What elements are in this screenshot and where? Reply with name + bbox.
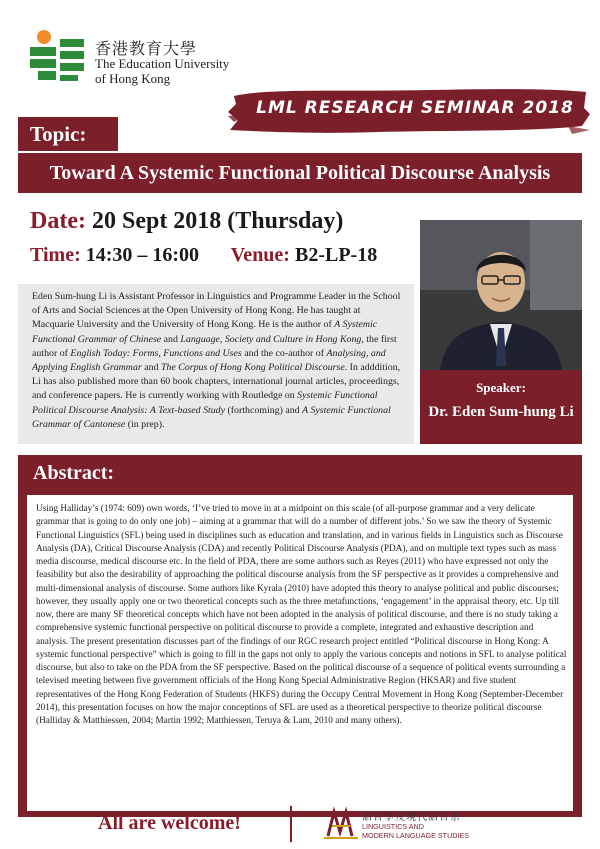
bio-text: (in prep). <box>125 418 165 430</box>
department-name-en-line2: MODERN LANGUAGE STUDIES <box>362 831 470 840</box>
bio-book-title: A Systemic Functional Grammar of Cantonese <box>32 404 391 430</box>
time-label: Time: <box>30 244 81 266</box>
abstract-text: Using Halliday’s (1974: 609) own words, ‘I’ve tried to move in at a midpoint on this scale (of all-purpose grammar and a very delicate grammar that is going to do only one job) – aiming at a grammar that will do a number of different jobs.’ So we saw the theory of Systemic Functional Linguistics (SFL) being used in disciplines such as education and translation, and in various fields in Linguistics such as Discourse Analysis (DA), Critical Discourse Analysis (CDA) and recently Political Discourse Analysis (PDA), and on multiple text types such as mass media discourse, medical discourse etc. In the field of PDA, there are some authors such as Reyes (2011) who have expressed not only the feasibility but also the desirability of approaching the political discourse analysis from the SF perspective as it provides a comprehensive and multi-dimensional analysis of discourse. Some authors like Kyrala (2010) have adopted this theory to analyse political and public discourses; however, they usually apply one or two theoretical concepts such as the three metafunctions, ‘engagement’ in the appraisal theory, etc. Up till now, there are many SF theoretical concepts which have not been adopted in the analysis of political discourse, and there is no study taking a comprehensive systemic functional perspective on political discourse to provide a complete, integrated and exhaustive description and analysis. The present presentation discusses part of the findings of our RGC research project entitled “Political discourse in Hong Kong: A systemic functional perspective” which is going to fill in the gaps not only to apply the various concepts and notions in SFL to analyse political discourse, but also to take on the PDA from the SF perspective. Based on the political discourse of a sequence of political events surrounding a televised meeting between five government officials of the Hong Kong Special Administrative Region (HKSAR) and five student representatives of the Hong Kong Federation of Students (HKFS) during the Occupy Central Movement in Hong Kong (September-December 2014), this presentation focuses on how the major conceptions of SFL are used as a theoretical perspective to theorize political discourse (Halliday & Matthiessen, 2004; Martin 1992; Matthiessen, Teruya & Lam, 2010 and many others). <box>27 495 573 811</box>
speaker-label: Speaker: <box>476 380 526 395</box>
bio-text: and <box>161 333 181 345</box>
bio-text: and the co-author of <box>241 347 327 359</box>
bio-book-title: A Systemic Functional Grammar of Chinese <box>32 319 378 345</box>
university-name-zh: 香港教育大學 <box>95 41 198 58</box>
department-name-zh: 語言學及現代語言系 <box>362 812 461 823</box>
date-row <box>30 208 343 235</box>
bio-text: (forthcoming) and <box>225 404 303 416</box>
welcome-text: All are welcome! <box>98 812 241 834</box>
seminar-banner-title: LML RESEARCH SEMINAR 2018 <box>256 98 574 118</box>
bio-book-title: Analysing, and Applying English Grammar <box>32 347 386 374</box>
bio-book-title: The Corpus of Hong Kong Political Discourse <box>160 362 345 374</box>
time-venue-row <box>30 244 377 267</box>
department-name-en-line1: LINGUISTICS AND <box>362 822 424 831</box>
date-label: Date: <box>30 208 86 234</box>
venue-value: B2-LP-18 <box>294 244 378 266</box>
speaker-photo <box>420 220 582 370</box>
bio-text: Eden Sum-hung Li is Assistant Professor in Linguistics and Programme Leader in the School of Arts and Social Sciences at the Open University of Hong Kong. He has taught at Macquarie University and the University of Hong Kong. He is the author of <box>32 291 401 331</box>
speaker-name: Dr. Eden Sum-hung Li <box>428 404 574 420</box>
speaker-bio <box>18 284 414 444</box>
abstract-label: Abstract: <box>33 462 115 484</box>
bio-book-title: Language, Society and Culture in Hong Kong <box>180 333 362 345</box>
university-logo-icon <box>30 25 90 85</box>
university-name-en-line1: The Education University <box>95 56 230 71</box>
university-name-en-line2: of Hong Kong <box>95 71 171 86</box>
bio-book-title: Systemic Functional Political Discourse Analysis: A Text-based Study <box>32 390 378 416</box>
bio-text: and <box>141 362 161 374</box>
venue-label: Venue: <box>230 244 290 266</box>
date-value: 20 Sept 2018 (Thursday) <box>91 208 344 234</box>
time-value: 14:30 – 16:00 <box>85 244 200 266</box>
topic-title: Toward A Systemic Functional Political Discourse Analysis <box>18 153 582 193</box>
bio-book-title: English Today: Forms, Functions and Uses <box>70 347 242 359</box>
footer-divider <box>290 806 292 842</box>
topic-label: Topic: <box>18 117 118 151</box>
bio-text: . In adddition, Li has also published more than 60 book chapters, international journal articles, proceedings, and conference papers. He is currently working with Routledge on <box>32 362 401 402</box>
department-logo-icon <box>322 806 362 842</box>
bio-text: , the first author of <box>32 333 397 359</box>
